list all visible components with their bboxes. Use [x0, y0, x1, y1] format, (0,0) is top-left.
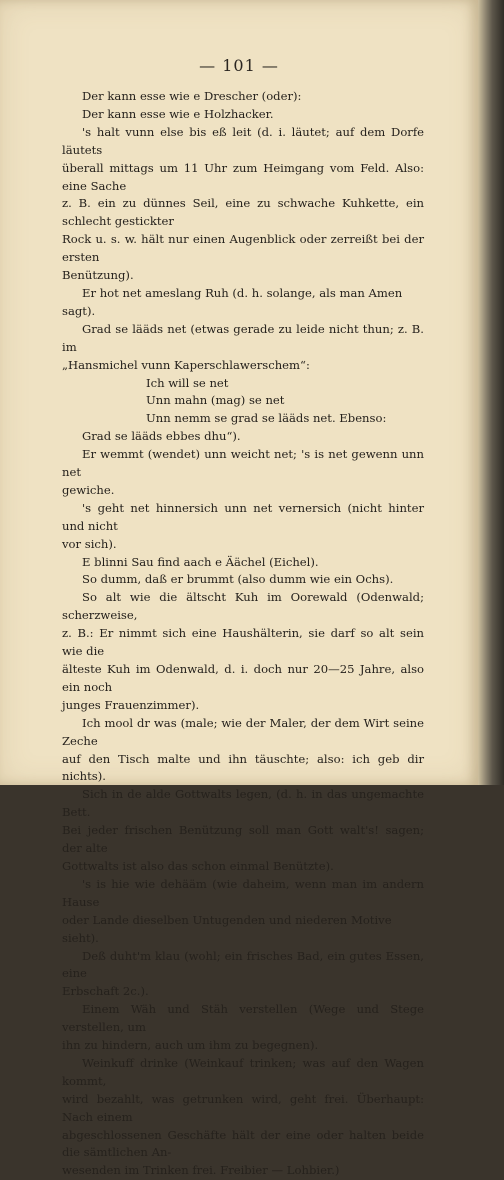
text-line: vor sich).: [62, 536, 117, 551]
text-line: wesenden im Trinken frei. Freibier — Lohbier.): [62, 1163, 340, 1178]
text-line: So alt wie die ältscht Kuh im Oorewald (Odenwald; scherzweise,: [62, 590, 424, 623]
verse-line: Ich will se net: [146, 375, 229, 390]
text-line: Weinkuff drinke (Weinkauf trinken; was auf den Wagen kommt,: [62, 1055, 424, 1088]
text-line: Der kann esse wie e Drescher (oder):: [82, 89, 302, 103]
text-line: Er wemmt (wendet) unn weicht net; 's is net gewenn unn net: [62, 447, 424, 480]
text-line: Einem Wäh und Stäh verstellen (Wege und Stege verstellen, um: [62, 1002, 424, 1035]
verse-line: Unn mahn (mag) se net: [146, 393, 285, 408]
text-line: 's is hie wie dehääm (wie daheim, wenn man im andern Hause: [62, 876, 424, 909]
text-line: E blinni Sau find aach e Äächel (Eichel).: [82, 554, 319, 569]
text-line: 's geht net hinnersich unn net vernersich (nicht hinter und nicht: [62, 500, 424, 533]
text-line: Deß duht'm klau (wohl; ein frisches Bad, ein gutes Essen, eine: [62, 948, 424, 981]
text-line: überall mittags um 11 Uhr zum Heimgang vom Feld. Also: eine Sache: [62, 160, 424, 193]
text-line: Sich in de alde Gottwalts legen, (d. h. in das ungemachte Bett.: [62, 787, 424, 820]
text-line: ihn zu hindern, auch um ihm zu begegnen).: [62, 1038, 319, 1053]
text-line: Grad se lääds ebbes dhu“).: [82, 429, 241, 444]
text-line: Ich mool dr was (male; wie der Maler, der dem Wirt seine Zeche: [62, 715, 424, 748]
text-line: Benützung).: [62, 268, 134, 283]
text-line: z. B.: Er nimmt sich eine Haushälterin, sie darf so alt sein wie die: [62, 626, 424, 659]
page-text: [62, 88, 424, 1180]
text-line: 's halt vunn else bis eß leit (d. i. läutet; auf dem Dorfe läutets: [62, 124, 424, 157]
text-line: So dumm, daß er brummt (also dumm wie ein Ochs).: [82, 572, 394, 587]
text-line: gewiche.: [62, 482, 115, 497]
text-line: Gottwalts ist also das schon einmal Benützte).: [62, 858, 334, 873]
text-line: „Hansmichel vunn Kaperschlawerschem“:: [62, 357, 310, 372]
text-line: Er hot net ameslang Ruh (d. h. solange, als man Amen sagt).: [62, 285, 403, 318]
text-line: Erbschaft 2c.).: [62, 984, 149, 999]
text-line: oder Lande dieselben Untugenden und niederen Motive sieht).: [62, 912, 392, 945]
text-line: älteste Kuh im Odenwald, d. i. doch nur 20—25 Jahre, also ein noch: [62, 662, 424, 694]
text-line: Grad se lääds net (etwas gerade zu leide nicht thun; z. B. im: [62, 321, 424, 354]
text-line: auf den Tisch malte und ihn täuschte; also: ich geb dir nichts).: [62, 751, 424, 784]
text-line: z. B. ein zu dünnes Seil, eine zu schwache Kuhkette, ein schlecht gestickter: [62, 196, 424, 229]
text-line: abgeschlossenen Geschäfte hält der eine oder halten beide die sämtlichen An-: [62, 1127, 424, 1160]
text-line: Bei jeder frischen Benützung soll man Gott walt's! sagen; der alte: [62, 823, 424, 856]
text-line: Der kann esse wie e Holzhacker.: [82, 106, 274, 121]
text-line: wird bezahlt, was getrunken wird, geht frei. Überhaupt: Nach einem: [62, 1091, 424, 1124]
text-line: junges Frauenzimmer).: [62, 697, 200, 712]
verse-line: Unn nemm se grad se lääds net. Ebenso:: [146, 411, 387, 426]
text-line: Rock u. s. w. hält nur einen Augenblick oder zerreißt bei der ersten: [62, 232, 424, 265]
book-edge: [478, 0, 504, 785]
page-number: — 101 —: [199, 56, 279, 75]
